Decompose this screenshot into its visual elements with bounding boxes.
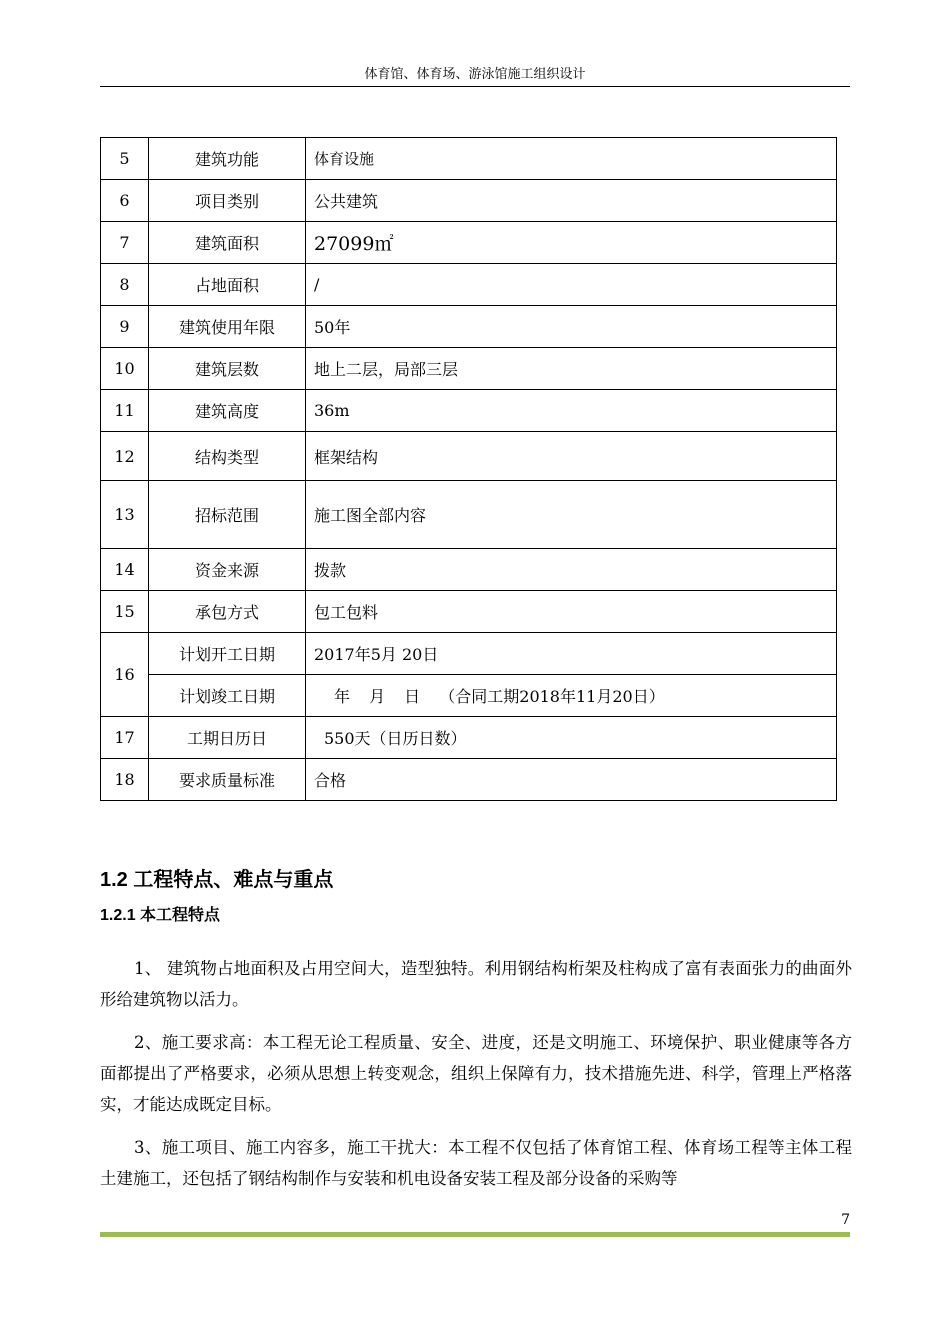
row-label: 承包方式 bbox=[149, 591, 306, 633]
table-row bbox=[101, 264, 837, 306]
row-value: 合格 bbox=[306, 759, 837, 801]
row-value: 框架结构 bbox=[306, 432, 837, 481]
row-value: 公共建筑 bbox=[306, 180, 837, 222]
row-value: 50年 bbox=[306, 306, 837, 348]
row-value: 2017年5月 20日 bbox=[306, 633, 837, 675]
row-label: 项目类别 bbox=[149, 180, 306, 222]
row-value: / bbox=[306, 264, 837, 306]
row-number: 8 bbox=[101, 264, 149, 306]
row-number: 13 bbox=[101, 481, 149, 549]
row-label: 建筑面积 bbox=[149, 222, 306, 264]
table-row bbox=[101, 717, 837, 759]
row-number: 9 bbox=[101, 306, 149, 348]
row-number: 5 bbox=[101, 138, 149, 180]
header-title: 体育馆、体育场、游泳馆施工组织设计 bbox=[364, 67, 586, 82]
row-value: 27099㎡ bbox=[306, 222, 837, 264]
row-label: 建筑功能 bbox=[149, 138, 306, 180]
row-label: 工期日历日 bbox=[149, 717, 306, 759]
row-value: 36m bbox=[306, 390, 837, 432]
table-row bbox=[101, 390, 837, 432]
paragraph: 1、 建筑物占地面积及占用空间大，造型独特。利用钢结构桁架及柱构成了富有表面张力的曲面外形给建筑物以活力。 bbox=[100, 959, 852, 1009]
row-value: 年 月 日 （合同工期2018年11月20日） bbox=[306, 675, 837, 717]
subsection-heading: 1.2.1 本工程特点 bbox=[100, 907, 221, 924]
paragraph: 3、施工项目、施工内容多，施工干扰大：本工程不仅包括了体育馆工程、体育场工程等主体工程土建施工，还包括了钢结构制作与安装和机电设备安装工程及部分设备的采购等 bbox=[100, 1138, 852, 1188]
row-value: 包工包料 bbox=[306, 591, 837, 633]
row-value: 拨款 bbox=[306, 549, 837, 591]
row-label: 招标范围 bbox=[149, 481, 306, 549]
table-row bbox=[101, 432, 837, 481]
page-header bbox=[100, 64, 850, 87]
row-label: 计划竣工日期 bbox=[149, 675, 306, 717]
paragraph: 2、施工要求高：本工程无论工程质量、安全、进度，还是文明施工、环境保护、职业健康等各方面都提出了严格要求，必须从思想上转变观念，组织上保障有力，技术措施先进、科学，管理上严格落实，才能达成既定目标。 bbox=[100, 1033, 852, 1114]
table-row bbox=[101, 675, 837, 717]
row-number: 16 bbox=[101, 633, 149, 717]
table-row bbox=[101, 759, 837, 801]
row-number: 18 bbox=[101, 759, 149, 801]
table-row bbox=[101, 222, 837, 264]
body-text bbox=[100, 953, 852, 1206]
table-row bbox=[101, 138, 837, 180]
row-label: 资金来源 bbox=[149, 549, 306, 591]
table-row bbox=[101, 481, 837, 549]
row-number: 7 bbox=[101, 222, 149, 264]
row-label: 建筑层数 bbox=[149, 348, 306, 390]
row-number: 11 bbox=[101, 390, 149, 432]
row-value: 体育设施 bbox=[306, 138, 837, 180]
row-value: 地上二层，局部三层 bbox=[306, 348, 837, 390]
row-label: 要求质量标准 bbox=[149, 759, 306, 801]
row-number: 14 bbox=[101, 549, 149, 591]
row-number: 10 bbox=[101, 348, 149, 390]
table-row bbox=[101, 348, 837, 390]
table-row bbox=[101, 306, 837, 348]
row-label: 占地面积 bbox=[149, 264, 306, 306]
table-row bbox=[101, 591, 837, 633]
row-number: 15 bbox=[101, 591, 149, 633]
row-label: 计划开工日期 bbox=[149, 633, 306, 675]
project-info-table bbox=[100, 137, 837, 801]
table-row bbox=[101, 549, 837, 591]
row-value: 施工图全部内容 bbox=[306, 481, 837, 549]
row-number: 17 bbox=[101, 717, 149, 759]
row-label: 建筑使用年限 bbox=[149, 306, 306, 348]
row-number: 6 bbox=[101, 180, 149, 222]
row-label: 结构类型 bbox=[149, 432, 306, 481]
table-row bbox=[101, 180, 837, 222]
row-label: 建筑高度 bbox=[149, 390, 306, 432]
page-number: 7 bbox=[841, 1212, 850, 1228]
footer-bar bbox=[100, 1232, 850, 1237]
table-row bbox=[101, 633, 837, 675]
row-value: 550天（日历日数） bbox=[306, 717, 837, 759]
section-heading: 1.2 工程特点、难点与重点 bbox=[100, 869, 334, 891]
row-number: 12 bbox=[101, 432, 149, 481]
